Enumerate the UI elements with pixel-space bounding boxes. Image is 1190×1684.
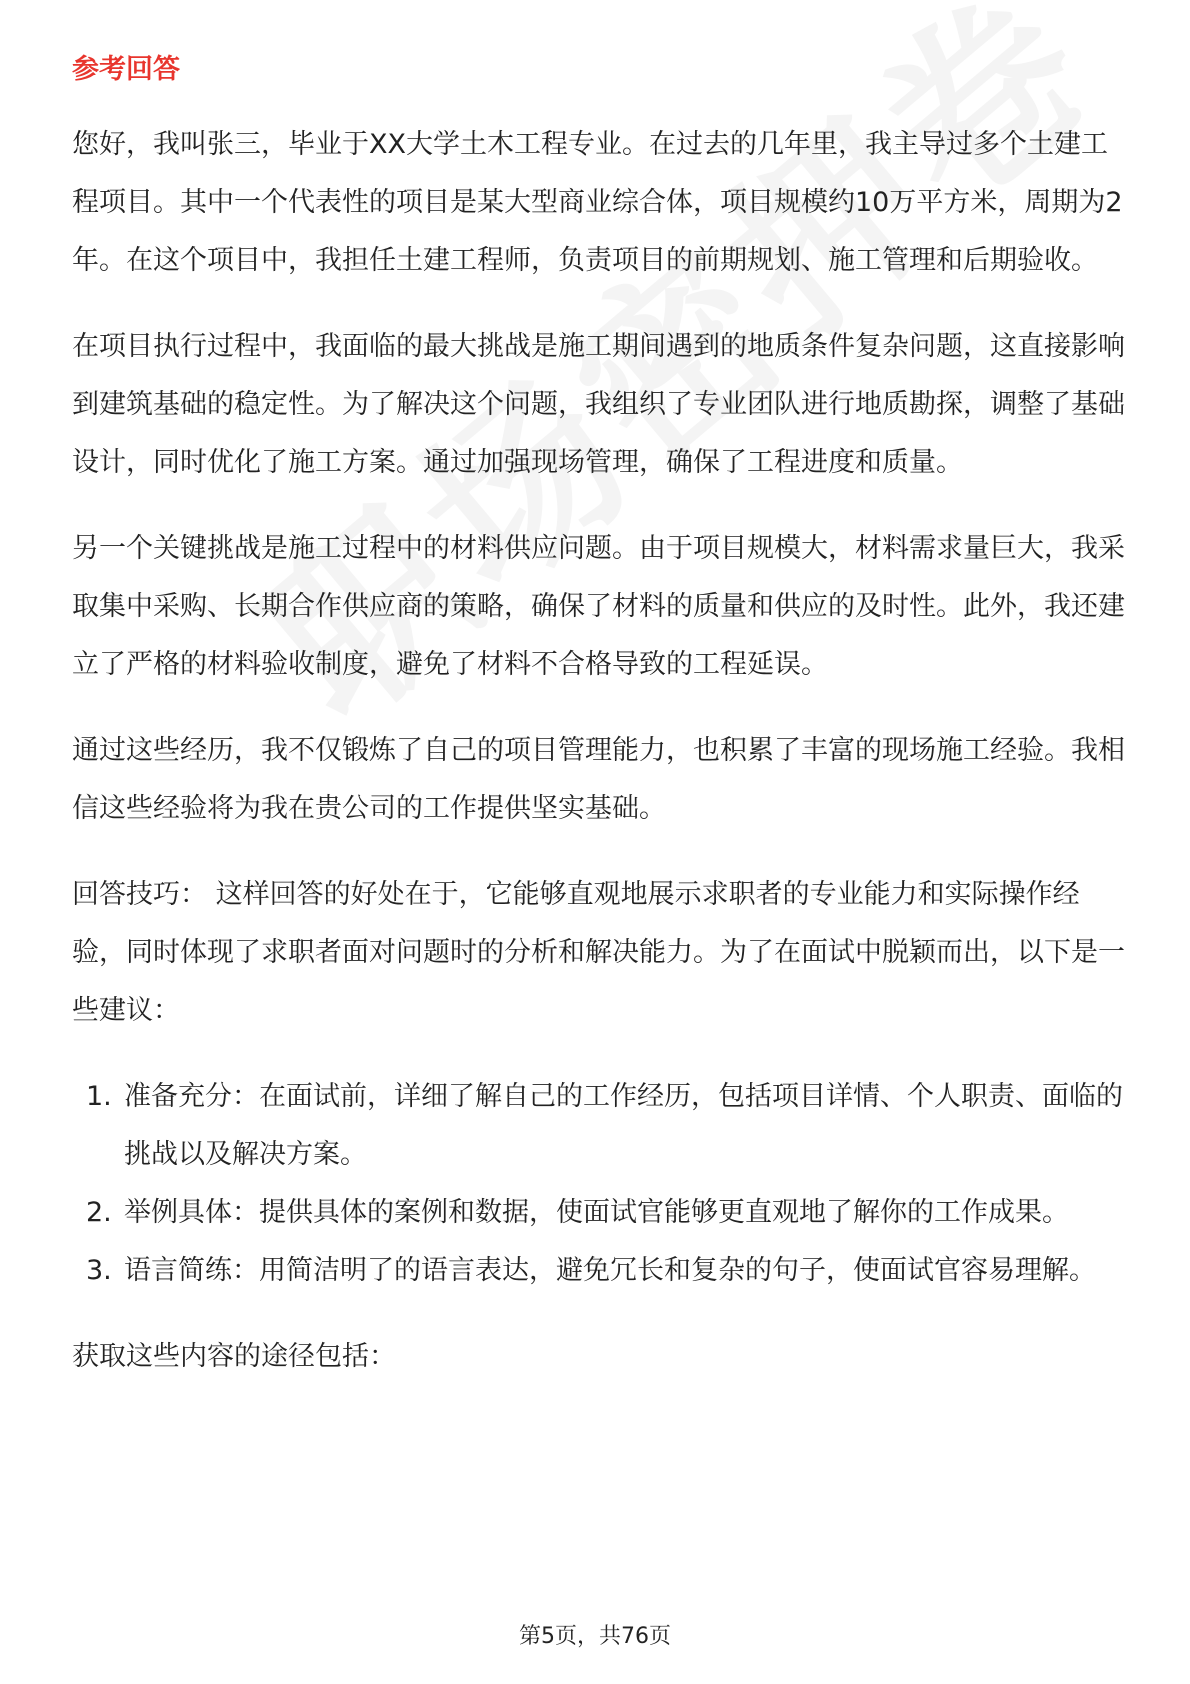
list-item	[72, 1184, 1132, 1242]
page-number-footer: 第5页，共76页	[519, 1624, 671, 1649]
paragraph-challenge-geology: 在项目执行过程中，我面临的最大挑战是施工期间遇到的地质条件复杂问题，这直接影响到建筑基础的稳定性。为了解决这个问题，我组织了专业团队进行地质勘探，调整了基础设计，同时优化了施工方案。通过加强现场管理，确保了工程进度和质量。	[72, 331, 1125, 478]
paragraph-challenge-materials: 另一个关键挑战是施工过程中的材料供应问题。由于项目规模大，材料需求量巨大，我采取集中采购、长期合作供应商的策略，确保了材料的质量和供应的及时性。此外，我还建立了严格的材料验收制度，避免了材料不合格导致的工程延误。	[72, 533, 1125, 680]
list-item-number: 1.	[86, 1081, 112, 1112]
list-item-text: 准备充分：在面试前，详细了解自己的工作经历，包括项目详情、个人职责、面临的挑战以及解决方案。	[124, 1081, 1123, 1170]
section-heading: 参考回答	[72, 54, 180, 85]
tips-list	[72, 1068, 1132, 1300]
paragraph-tips-intro: 回答技巧： 这样回答的好处在于，它能够直观地展示求职者的专业能力和实际操作经验，同时体现了求职者面对问题时的分析和解决能力。为了在面试中脱颖而出，以下是一些建议：	[72, 879, 1125, 1026]
list-item-text: 举例具体：提供具体的案例和数据，使面试官能够更直观地了解你的工作成果。	[124, 1197, 1069, 1228]
list-item-number: 2.	[86, 1197, 112, 1228]
answer-content	[72, 116, 1132, 1414]
paragraph-intro: 您好，我叫张三，毕业于XX大学土木工程专业。在过去的几年里，我主导过多个土建工程项目。其中一个代表性的项目是某大型商业综合体，项目规模约10万平方米，周期为2年。在这个项目中，我担任土建工程师，负责项目的前期规划、施工管理和后期验收。	[72, 129, 1123, 276]
list-item-text: 语言简练：用简洁明了的语言表达，避免冗长和复杂的句子，使面试官容易理解。	[124, 1255, 1096, 1286]
paragraph-closing: 获取这些内容的途径包括：	[72, 1341, 396, 1372]
list-item-number: 3.	[86, 1255, 112, 1286]
paragraph-summary: 通过这些经历，我不仅锻炼了自己的项目管理能力，也积累了丰富的现场施工经验。我相信这些经验将为我在贵公司的工作提供坚实基础。	[72, 735, 1125, 824]
list-item	[72, 1068, 1132, 1184]
list-item	[72, 1242, 1132, 1300]
